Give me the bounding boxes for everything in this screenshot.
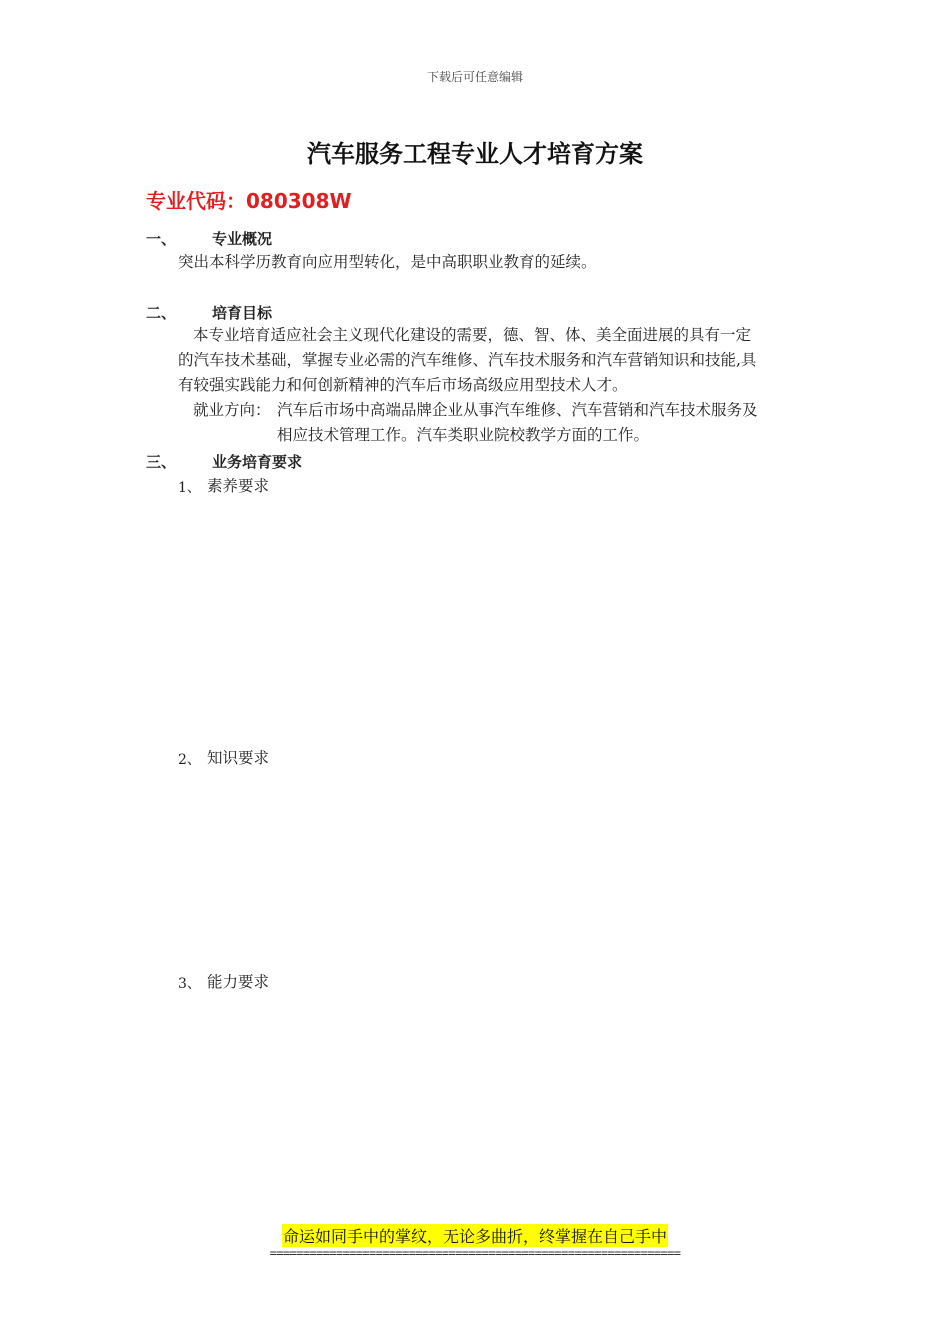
section-3-title: 业务培育要求 [212,453,303,471]
section-2-title: 培育目标 [212,304,273,322]
section-2-paragraph-line-3: 有较强实践能力和何创新精神的汽车后市场高级应用型技术人才。 [178,376,628,394]
subitem-2-number: 2、 [178,752,201,768]
footer-quote-line [0,1224,950,1247]
footer-separator: ============================================================== [269,1246,681,1260]
employment-label: 就业方向： [193,401,271,419]
section-1-title: 专业概况 [212,230,273,248]
header-note: 下载后可任意编辑 [426,70,523,84]
subitem-3-number: 3、 [178,976,201,992]
section-3-number: 三、 [146,453,177,471]
employment-line-2: 相应技术管理工作。汽车类职业院校教学方面的工作。 [277,426,650,444]
subitem-2-label: 知识要求 [207,749,270,767]
section-1-number: 一、 [146,230,177,248]
section-1-paragraph: 突出本科学历教育向应用型转化，是中高职职业教育的延续。 [178,253,597,271]
document-title: 汽车服务工程专业人才培育方案 [307,140,643,168]
employment-line-1: 汽车后市场中高端品牌企业从事汽车维修、汽车营销和汽车技术服务及 [277,401,758,419]
subitem-3-label: 能力要求 [207,973,270,991]
footer-quote: 命运如同手中的掌纹，无论多曲折，终掌握在自己手中 [282,1224,668,1247]
subitem-1-number: 1、 [178,480,201,496]
major-code: 专业代码：080308W [146,189,352,213]
subitem-1-label: 素养要求 [207,477,270,495]
section-2-paragraph-line-2: 的汽车技术基础，掌握专业必需的汽车维修、汽车技术服务和汽车营销知识和技能,具 [178,351,757,369]
section-2-paragraph-line-1: 本专业培育适应社会主义现代化建设的需要，德、智、体、美全面进展的具有一定 [193,326,752,344]
section-2-number: 二、 [146,304,177,322]
